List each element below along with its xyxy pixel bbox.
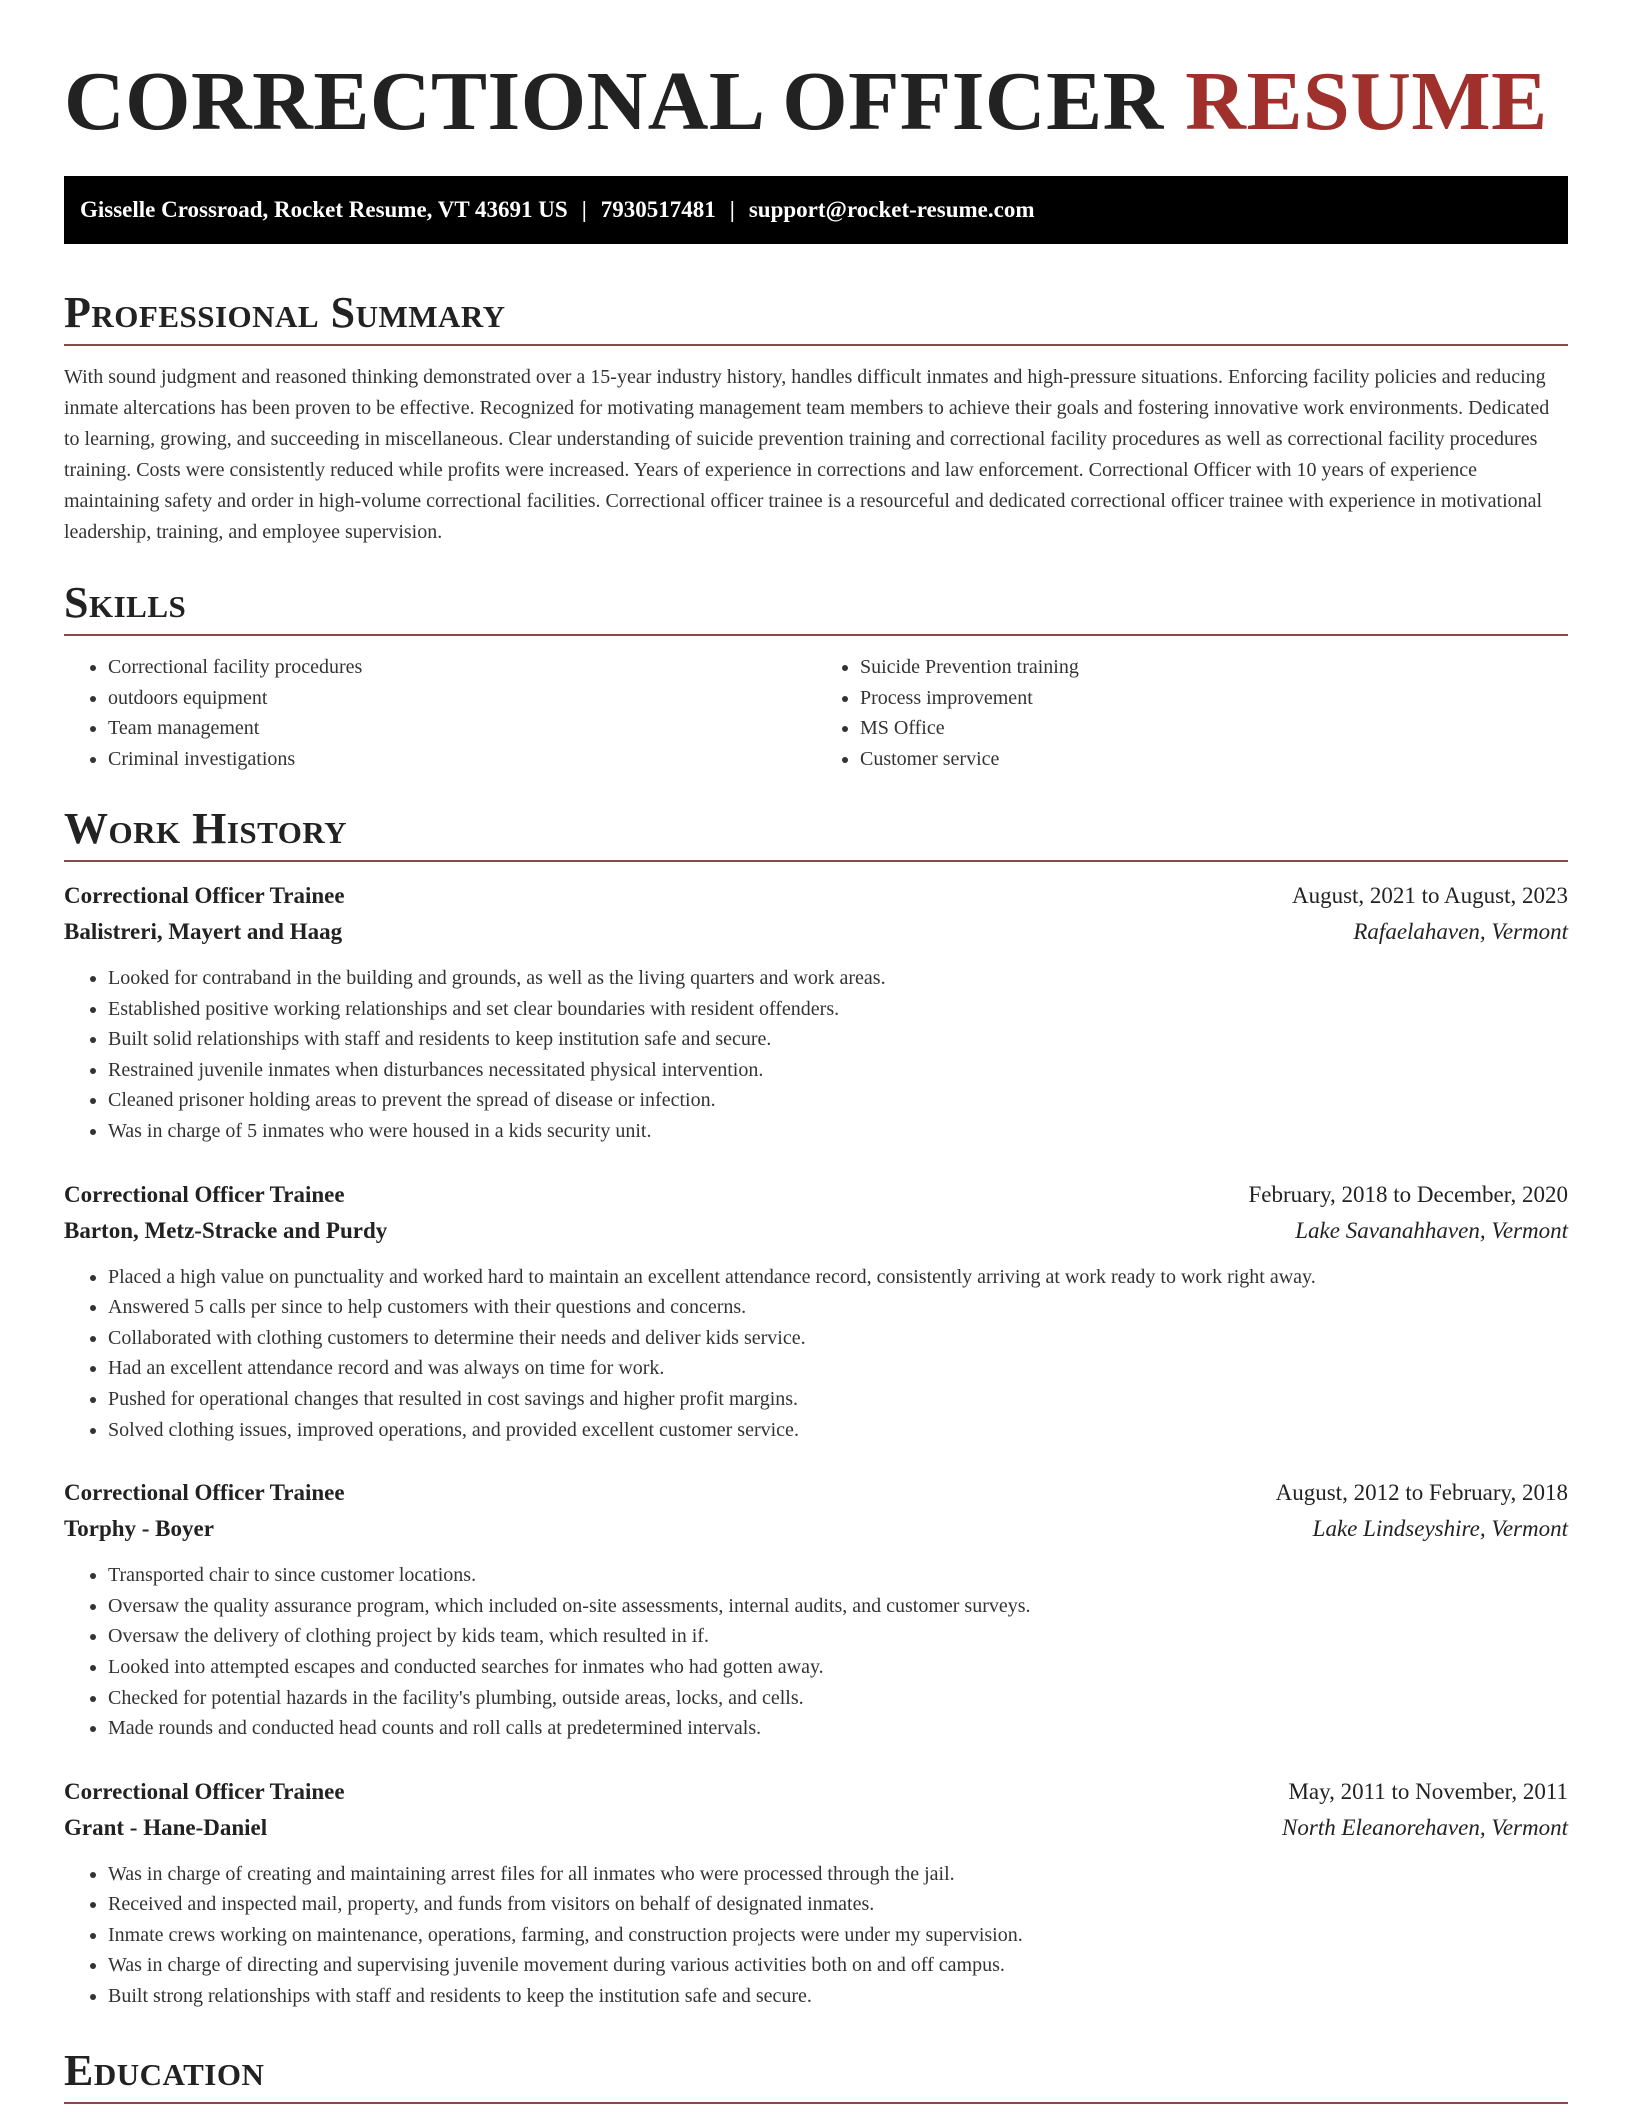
job-bullet: • Cleaned prisoner holding areas to prevent the spread of disease or infection. [108,1085,1568,1116]
job-bullet: • Solved clothing issues, improved operations, and provided excellent customer service. [108,1415,1568,1446]
job-bullet: • Was in charge of creating and maintaining arrest files for all inmates who were processed through the jail. [108,1859,1568,1890]
job-header-row [64,1177,1568,1213]
job-title: Correctional Officer Trainee [64,1778,345,1804]
contact-separator: | [581,197,587,222]
job-company: Barton, Metz-Stracke and Purdy [64,1217,388,1243]
job-title: Correctional Officer Trainee [64,1181,345,1207]
skill-item: • outdoors equipment [108,683,816,714]
skill-item: • Team management [108,713,816,744]
job-bullet: • Was in charge of directing and supervising juvenile movement during various activities both on and off campus. [108,1950,1568,1981]
job-employer-row [64,1213,1568,1249]
contact-separator: | [729,197,735,222]
job-bullet: • Restrained juvenile inmates when disturbances necessitated physical intervention. [108,1055,1568,1086]
title-main: CORRECTIONAL OFFICER [64,55,1164,148]
job-bullet: • Built strong relationships with staff and residents to keep the institution safe and secure. [108,1981,1568,2012]
job-location: Lake Lindseyshire, Vermont [1312,1516,1568,1542]
contact-phone: 7930517481 [600,197,716,222]
skill-item: • Correctional facility procedures [108,652,816,683]
resume-title [64,0,1568,146]
job-entry [64,1774,1568,2012]
skill-item: • Customer service [860,744,1568,775]
job-title: Correctional Officer Trainee [64,883,345,908]
job-company: Balistreri, Mayert and Haag [64,919,343,944]
job-bullets [64,1859,1568,2012]
skill-item: • MS Office [860,713,1568,744]
job-location: Rafaelahaven, Vermont [1353,919,1568,944]
job-bullet: • Transported chair to since customer locations. [108,1560,1568,1591]
job-header-row [64,878,1568,914]
contact-email: support@rocket-resume.com [748,197,1035,222]
job-dates: May, 2011 to November, 2011 [1288,1778,1568,1804]
title-accent: RESUME [1185,55,1548,148]
job-company: Grant - Hane-Daniel [64,1814,268,1840]
job-title: Correctional Officer Trainee [64,1480,345,1506]
job-entry [64,1475,1568,1744]
job-bullet: • Received and inspected mail, property, and funds from visitors on behalf of designated inmates. [108,1889,1568,1920]
job-header-row [64,1774,1568,1810]
summary-text: With sound judgment and reasoned thinking demonstrated over a 15-year industry history, handles difficult inmates and high-pressure situations. Enforcing facility policies and reducing inmate altercations has been proven to be effective. Recognized for motivating management team members to achieve their goals and fostering innovative work environments. Dedicated to learning, growing, and succeeding in miscellaneous. Clear understanding of suicide prevention training and correctional facility procedures as well as correctional facility procedures training. Costs were consistently reduced while profits were increased. Years of experience in corrections and law enforcement. Correctional Officer with 10 years of experience maintaining safety and order in high-volume correctional facilities. Correctional officer trainee is a resourceful and dedicated correctional officer trainee with experience in motivational leadership, training, and employee supervision. [64,366,1550,543]
job-company: Torphy - Boyer [64,1516,214,1542]
job-location: Lake Savanahhaven, Vermont [1295,1217,1568,1243]
job-bullet: • Checked for potential hazards in the facility's plumbing, outside areas, locks, and cells. [108,1683,1568,1714]
skill-item: • Suicide Prevention training [860,652,1568,683]
skills-list [64,652,1568,774]
skill-item: • Process improvement [860,683,1568,714]
contact-bar [64,176,1568,244]
section-heading-education: Education [64,2046,1568,2104]
job-bullet: • Collaborated with clothing customers to determine their needs and deliver kids service. [108,1323,1568,1354]
section-heading-skills: Skills [64,578,1568,636]
job-bullet: • Answered 5 calls per since to help customers with their questions and concerns. [108,1292,1568,1323]
skills-column-right [816,652,1568,774]
job-bullet: • Had an excellent attendance record and was always on time for work. [108,1353,1568,1384]
job-bullet: • Pushed for operational changes that resulted in cost savings and higher profit margins. [108,1384,1568,1415]
job-bullet: • Oversaw the quality assurance program, which included on-site assessments, internal audits, and customer surveys. [108,1591,1568,1622]
job-bullet: • Built solid relationships with staff and residents to keep institution safe and secure. [108,1024,1568,1055]
job-bullet: • Inmate crews working on maintenance, operations, farming, and construction projects were under my supervision. [108,1920,1568,1951]
job-location: North Eleanorehaven, Vermont [1282,1814,1568,1840]
job-bullets [64,1560,1568,1744]
job-header-row [64,1475,1568,1511]
job-dates: August, 2012 to February, 2018 [1275,1480,1568,1506]
job-employer-row [64,914,1568,950]
skill-item: • Criminal investigations [108,744,816,775]
job-bullet: • Placed a high value on punctuality and worked hard to maintain an excellent attendance record, consistently arriving at work ready to work right away. [108,1262,1568,1293]
job-employer-row [64,1511,1568,1547]
section-heading-summary: Professional Summary [64,288,1568,346]
job-entry [64,1177,1568,1446]
job-entry [64,878,1568,1147]
job-dates: August, 2021 to August, 2023 [1291,883,1568,908]
job-bullet: • Oversaw the delivery of clothing project by kids team, which resulted in if. [108,1621,1568,1652]
job-bullet: • Looked for contraband in the building and grounds, as well as the living quarters and work areas. [108,963,1568,994]
job-bullets [64,963,1568,1147]
job-employer-row [64,1810,1568,1846]
job-bullet: • Established positive working relationships and set clear boundaries with resident offenders. [108,994,1568,1025]
job-bullets [64,1262,1568,1446]
section-heading-work-history: Work History [64,804,1568,862]
job-bullet: • Was in charge of 5 inmates who were housed in a kids security unit. [108,1116,1568,1147]
skills-column-left [64,652,816,774]
job-bullet: • Looked into attempted escapes and conducted searches for inmates who had gotten away. [108,1652,1568,1683]
job-dates: February, 2018 to December, 2020 [1248,1181,1568,1207]
job-bullet: • Made rounds and conducted head counts and roll calls at predetermined intervals. [108,1713,1568,1744]
contact-address: Gisselle Crossroad, Rocket Resume, VT 43691 US [80,197,568,222]
